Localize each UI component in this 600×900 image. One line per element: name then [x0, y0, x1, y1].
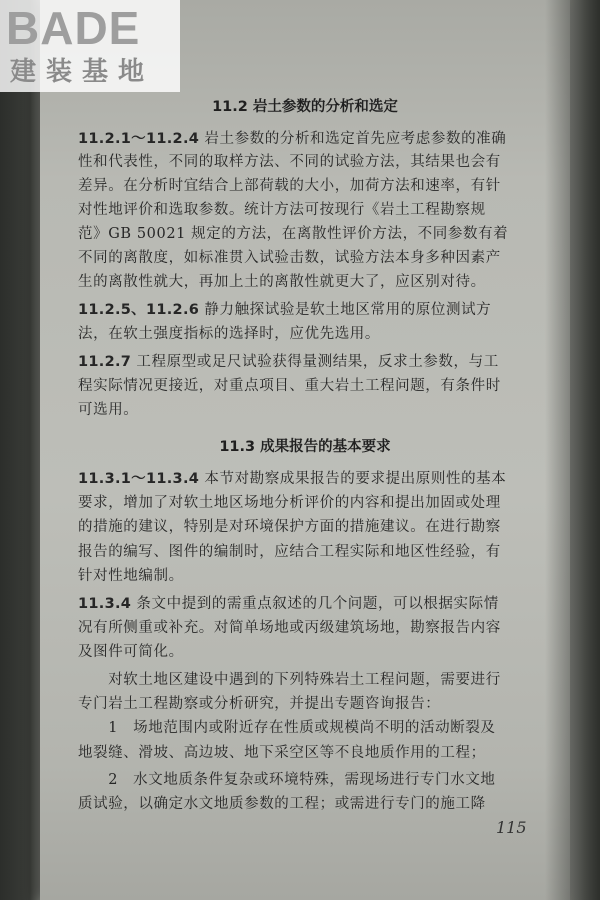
text-line [78, 246, 501, 267]
section-heading-11-2: 11.2 岩土参数的分析和选定 [212, 99, 398, 115]
clause-number: 11.2.5、11.2.6 [78, 302, 200, 318]
line-text: 静力触探试验是软土地区常用的原位测试方 [199, 302, 492, 318]
text-line [78, 398, 138, 419]
text-line [78, 640, 184, 661]
text-line [78, 692, 440, 713]
text-line [78, 592, 499, 613]
line-text: 报告的编写、图件的编制时，应结合工程实际和地区性经验，有 [78, 544, 501, 560]
line-text: 不同的离散度，如标准贯入试验击数，试验方法本身多种因素产 [78, 250, 501, 266]
text-line [78, 540, 501, 561]
line-text: 专门岩土工程勘察或分析研究，并提出专题咨询报告： [78, 696, 441, 712]
line-text: 质试验，以确定水文地质参数的工程；或需进行专门的施工降 [78, 796, 486, 812]
line-text: 法，在软土强度指标的选择时，应优先选用。 [78, 326, 380, 342]
line-text: 条文中提到的需重点叙述的几个问题，可以根据实际情 [131, 596, 499, 612]
line-text: 生的离散性就大，再加上土的离散性就更大了，应区别对待。 [78, 274, 486, 290]
line-text: 及图件可简化。 [78, 644, 184, 660]
line-text: 对性地评价和选取参数。统计方法可按现行《岩土工程勘察规 [78, 202, 486, 218]
text-line [78, 491, 501, 512]
text-line [78, 270, 486, 291]
line-text: 可选用。 [78, 402, 139, 418]
text-line [78, 467, 506, 488]
text-line [78, 298, 491, 319]
text-line [78, 374, 501, 395]
text-line [78, 222, 508, 243]
text-line [78, 616, 501, 637]
line-text: 本节对勘察成果报告的要求提出原则性的基本 [199, 471, 507, 487]
line-text: 性和代表性，不同的取样方法、不同的试验方法，其结果也会有 [78, 154, 501, 170]
text-line [78, 322, 380, 343]
clause-number: 11.2.7 [78, 354, 132, 370]
clause-number: 11.2.1～11.2.4 [78, 131, 200, 147]
text-line [78, 150, 501, 171]
line-text: 岩土参数的分析和选定首先应考虑参数的准确 [199, 131, 507, 147]
text-line [78, 741, 486, 762]
line-text: 况有所侧重或补充。对简单场地或丙级建筑场地，勘察报告内容 [78, 620, 501, 636]
clause-number: 11.3.4 [78, 596, 132, 612]
line-text: 针对性地编制。 [78, 568, 184, 584]
line-text: 要求，增加了对软土地区场地分析评价的内容和提出加固或处理 [78, 495, 501, 511]
watermark-logo [0, 0, 180, 92]
text-line [78, 716, 496, 737]
section-heading-11-3: 11.3 成果报告的基本要求 [219, 439, 391, 455]
text-line [78, 564, 184, 585]
text-line [78, 668, 501, 689]
line-text: 2 水文地质条件复杂或环境特殊，需现场进行专门水文地 [78, 772, 496, 788]
line-text: 对软土地区建设中遇到的下列特殊岩土工程问题，需要进行 [78, 672, 501, 688]
line-text: 的措施的建议，特别是对环境保护方面的措施建议。在进行勘察 [78, 519, 501, 535]
line-text: 程实际情况更接近，对重点项目、重大岩土工程问题，有条件时 [78, 378, 501, 394]
text-line [78, 515, 501, 536]
text-line [78, 768, 496, 789]
logo-mark: BADE [6, 2, 141, 54]
text-line [78, 127, 506, 148]
page-number: 115 [496, 818, 527, 837]
text-line [78, 174, 501, 195]
text-line [78, 792, 486, 813]
clause-number: 11.3.1～11.3.4 [78, 471, 200, 487]
text-line [78, 350, 499, 371]
line-text: 1 场地范围内或附近存在性质或规模尚不明的活动断裂及 [78, 720, 496, 736]
line-text: 工程原型或足尺试验获得量测结果，反求土参数，与工 [131, 354, 499, 370]
text-line [78, 198, 486, 219]
line-text: 差异。在分析时宜结合上部荷载的大小，加荷方法和速率，有针 [78, 178, 501, 194]
line-text: 范》GB 50021 规定的方法，在离散性评价方法，不同参数有着 [78, 226, 509, 242]
logo-subtitle: 建装基地 [10, 57, 155, 87]
line-text: 地裂缝、滑坡、高边坡、地下采空区等不良地质作用的工程； [78, 745, 486, 761]
